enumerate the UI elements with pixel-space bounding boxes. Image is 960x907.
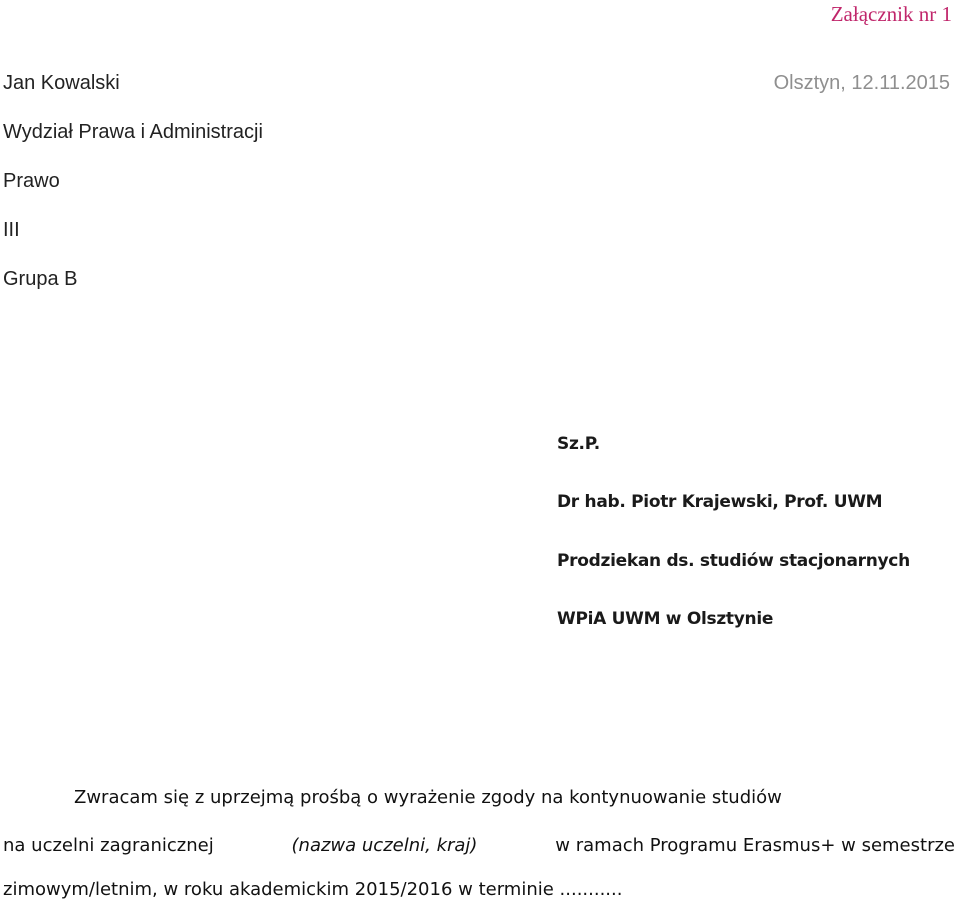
place-date: Olsztyn, 12.11.2015 [773,72,950,94]
recipient-institution: WPiA UWM w Olsztynie [557,609,774,629]
body-line-2-placeholder: (nazwa uczelni, kraj) [291,835,478,856]
body-line-2-start: na uczelni zagranicznej [3,835,214,856]
recipient-position: Prodziekan ds. studiów stacjonarnych [557,551,910,571]
body-line-3: zimowym/letnim, w roku akademickim 2015/2016 w terminie ........... [3,879,623,900]
sender-field: Prawo [3,170,60,192]
recipient-name: Dr hab. Piotr Krajewski, Prof. UWM [557,492,883,512]
attachment-label: Załącznik nr 1 [830,2,952,26]
sender-faculty: Wydział Prawa i Administracji [3,121,263,143]
body-line-2-end: w ramach Programu Erasmus+ w semestrze [555,835,955,856]
body-line-1: Zwracam się z uprzejmą prośbą o wyrażenie zgody na kontynuowanie studiów [74,787,782,808]
sender-year: III [3,219,20,241]
sender-group: Grupa B [3,268,78,290]
sender-name: Jan Kowalski [3,72,120,94]
recipient-salutation: Sz.P. [557,434,600,454]
body-line-2 [3,835,955,856]
